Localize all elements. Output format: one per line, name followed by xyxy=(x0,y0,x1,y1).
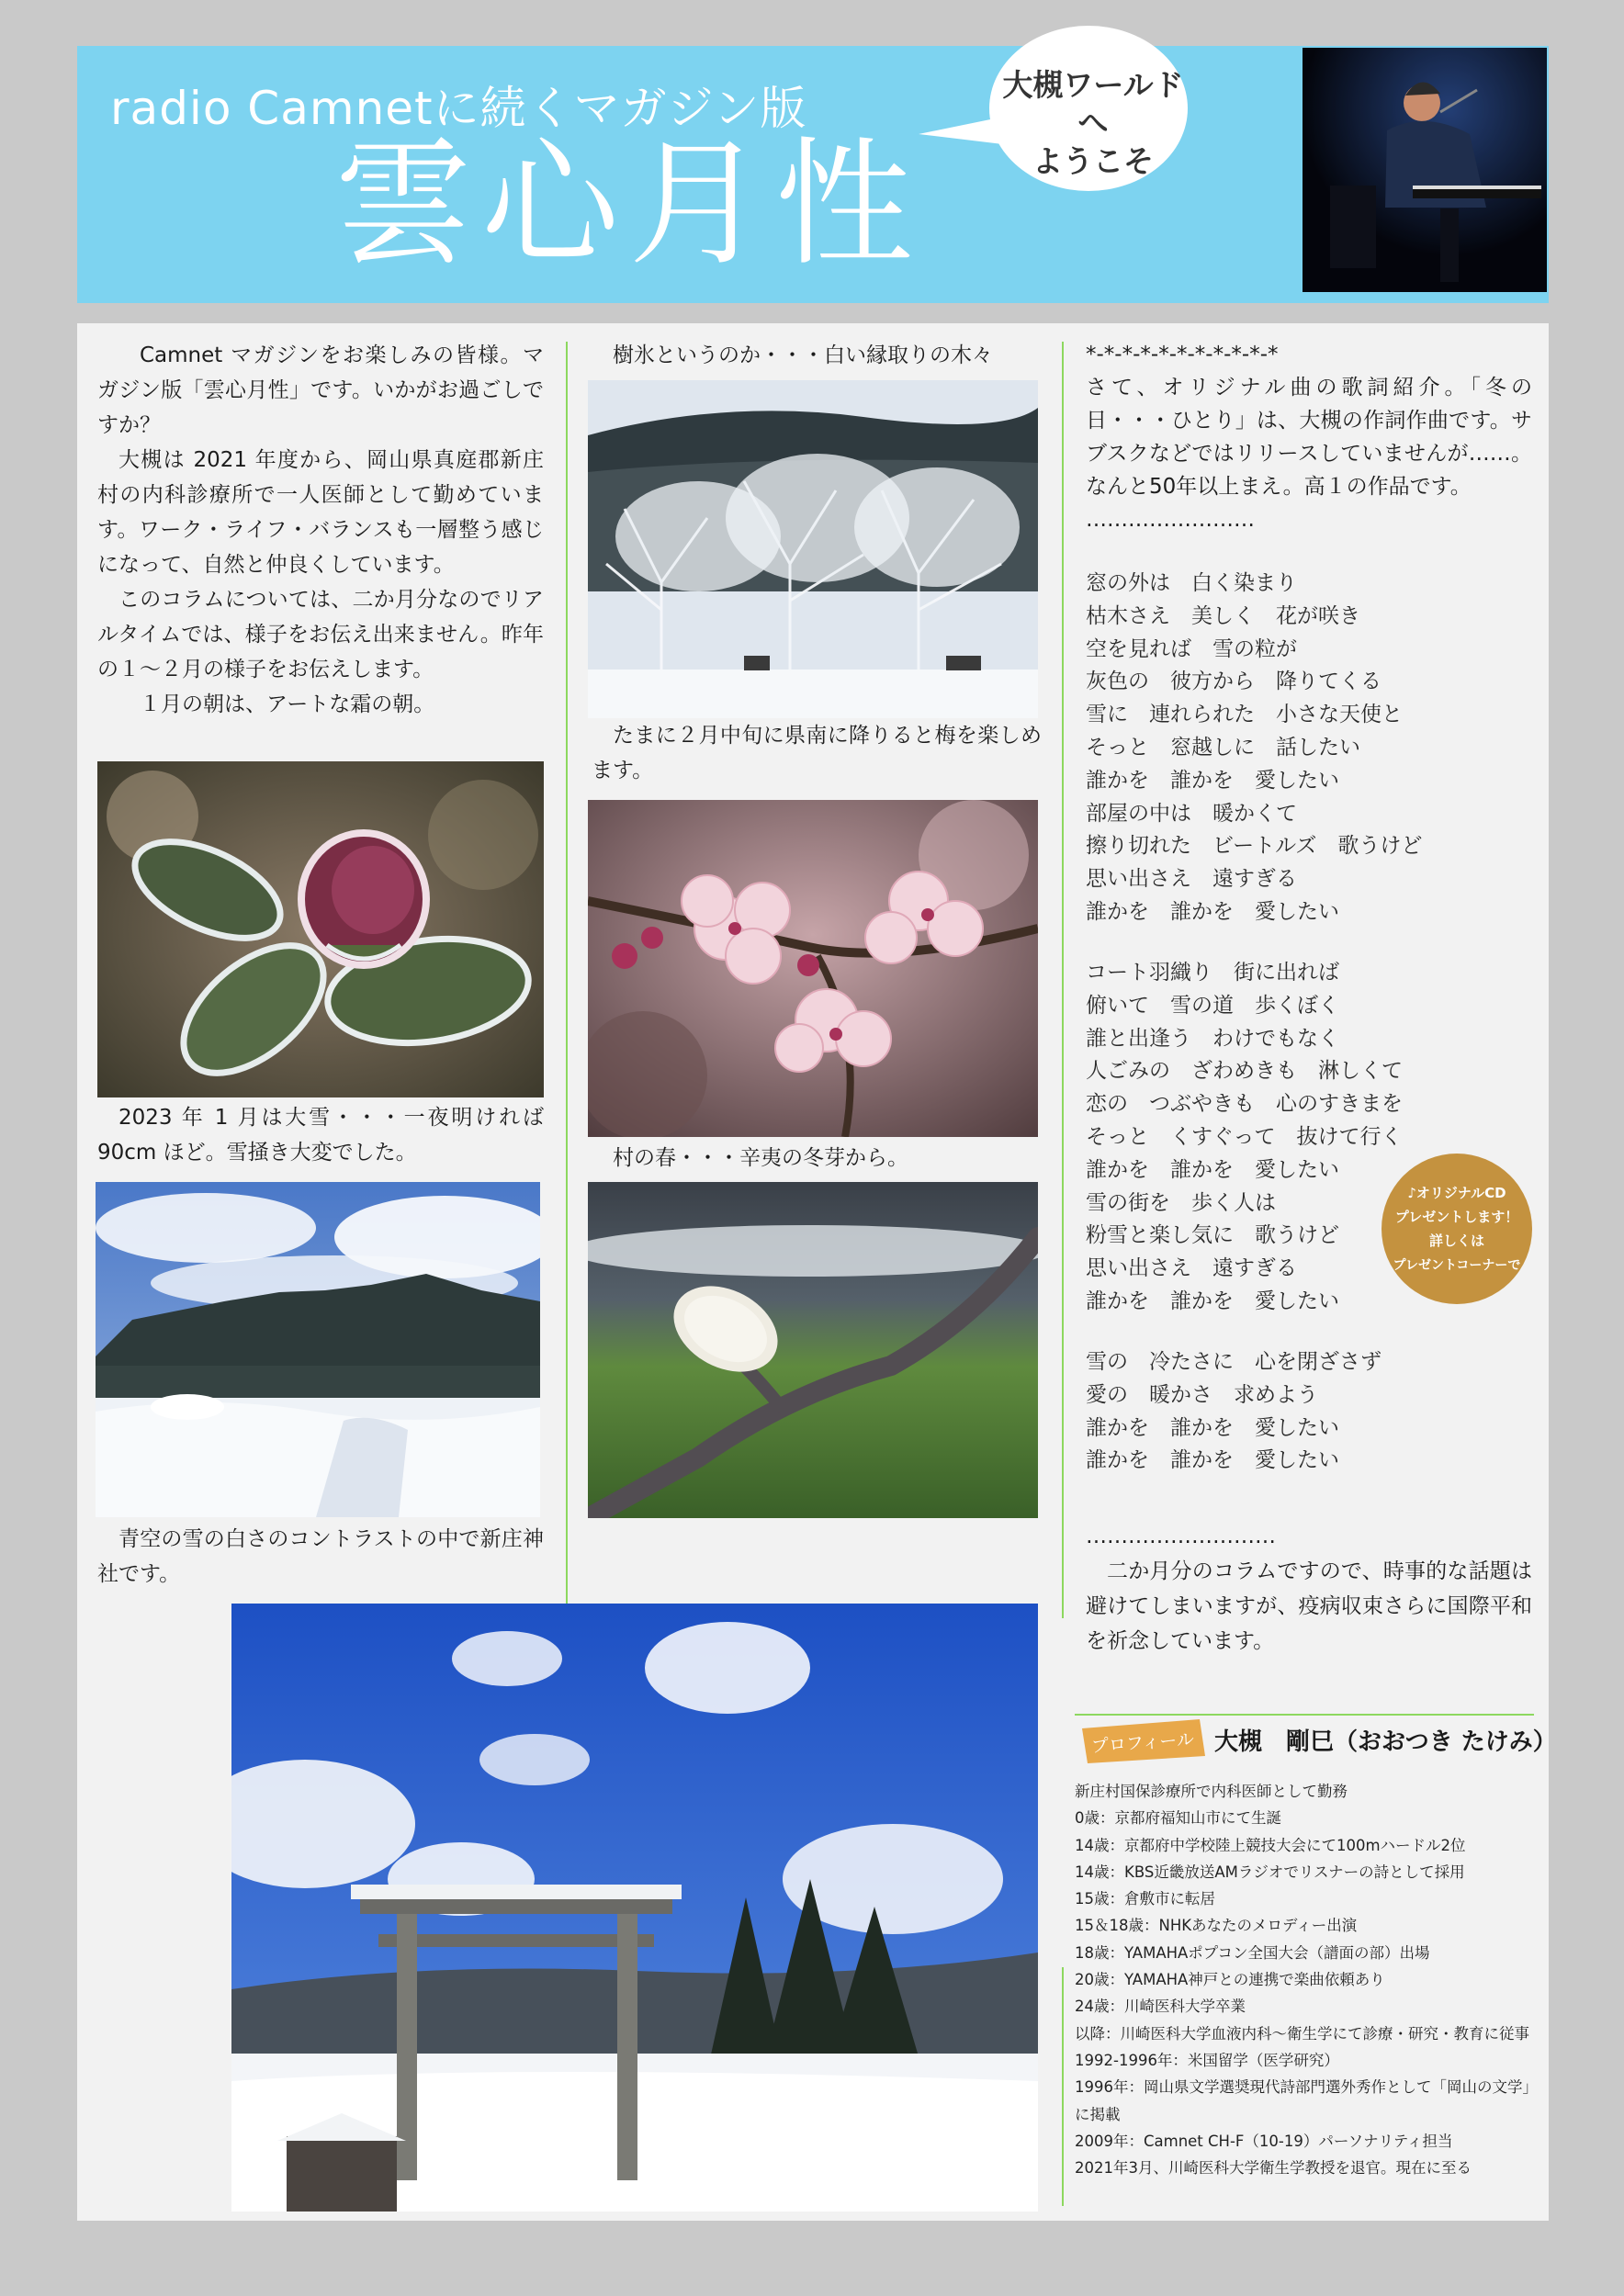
dots-divider-2: ……………………… xyxy=(1086,1525,1276,1548)
profile-item: 15＆18歳：NHKあなたのメロディー出演 xyxy=(1075,1917,1358,1935)
profile-item: 1996年：岡山県文学選奨現代詩部門選外秀作として「岡山の文学」に掲載 xyxy=(1075,2078,1530,2123)
caption-shrine-text xyxy=(97,1522,544,1592)
profile-item: 新庄村国保診療所で内科医師として勤務 xyxy=(1075,1783,1348,1800)
profile-tag xyxy=(1078,1717,1207,1765)
caption-rime: 樹氷というのか・・・白い縁取りの木々 xyxy=(613,343,993,367)
photo-rime-trees xyxy=(588,380,1038,718)
intro-text xyxy=(97,338,544,722)
column-divider-4 xyxy=(1062,1967,1064,2206)
badge-line-1: ♪オリジナルCD xyxy=(1407,1185,1506,1201)
intro-paragraph-3: このコラムについては、二か月分なのでリアルタイムでは、様子をお伝え出来ません。昨年の１～２月の様子をお伝えします。 xyxy=(97,588,544,681)
article-panel xyxy=(77,323,1557,2221)
photo-shrine-torii xyxy=(231,1604,1038,2212)
lyric-line: 雪の 冷たさに 心を閉ざさず xyxy=(1086,1350,1382,1374)
badge-line-2: プレゼントします！ xyxy=(1394,1209,1519,1225)
profile-item: 20歳：YAMAHA神戸との連携で楽曲依頼あり xyxy=(1075,1971,1385,1989)
badge-line-3: 詳しくは xyxy=(1428,1232,1485,1249)
closing-paragraph: 二か月分のコラムですので、時事的な話題は避けてしまいますが、疫病収束さらに国際平和を祈念しています。 xyxy=(1086,1559,1532,1653)
photo-frosted-camellia xyxy=(97,761,544,1097)
lyric-line: 人ごみの ざわめきも 淋しくて xyxy=(1086,1059,1403,1084)
lyric-line: 愛の 暖かさ 求めよう xyxy=(1086,1382,1318,1407)
lyric-line: 恋の つぶやきも 心のすきまを xyxy=(1086,1092,1403,1117)
lyric-line: 誰かを 誰かを 愛したい xyxy=(1086,899,1339,924)
lyric-line: 窓の外は 白く染まり xyxy=(1086,571,1297,595)
caption-plum-text xyxy=(592,718,1042,788)
caption-magnolia-text xyxy=(592,1141,1042,1176)
dots-divider-1: …………………… xyxy=(1086,508,1255,532)
caption-shrine: 青空の雪の白さのコントラストの中で新庄神社です。 xyxy=(97,1527,544,1586)
profile-item: 14歳：KBS近畿放送AMラジオでリスナーの詩として採用 xyxy=(1075,1863,1465,1881)
profile-item: 18歳：YAMAHAポプコン全国大会（譜面の部）出場 xyxy=(1075,1943,1430,1962)
speech-bubble-text: 大槻ワールドへ ようこそ xyxy=(1002,67,1184,179)
lyric-line: 粉雪と楽し気に 歌うけど xyxy=(1086,1223,1339,1248)
photo-heavy-snow-field xyxy=(96,1182,540,1517)
svg-text:プロフィール: プロフィール xyxy=(1090,1729,1195,1757)
lyric-line: 空を見れば 雪の粒が xyxy=(1086,636,1297,661)
magazine-subtitle: radio Camnetに続くマガジン版 xyxy=(110,82,807,135)
lyrics-intro-text xyxy=(1086,338,1532,536)
lyric-line: そっと くすぐって 抜けて行く xyxy=(1086,1124,1403,1149)
photo-plum-blossoms xyxy=(588,800,1038,1137)
lyrics-verse-3 xyxy=(1086,1346,1382,1478)
lyrics-verse-2 xyxy=(1086,957,1403,1319)
caption-plum: たまに２月中旬に県南に降りると梅を楽しめます。 xyxy=(592,724,1042,782)
photo-magnolia-bud xyxy=(588,1182,1038,1518)
profile-item: 15歳：倉敷市に転居 xyxy=(1075,1890,1215,1908)
lyric-line: 誰かを 誰かを 愛したい xyxy=(1086,1415,1339,1440)
profile-list xyxy=(1075,1778,1534,2181)
column-divider-2 xyxy=(1062,342,1064,1618)
badge-line-4: プレゼントコーナーで xyxy=(1393,1258,1521,1273)
lyric-line: 誰かを 誰かを 愛したい xyxy=(1086,1289,1339,1313)
profile-item: 14歳：京都府中学校陸上競技大会にて100mハードル2位 xyxy=(1075,1836,1466,1854)
lyric-line: 思い出さえ 遠すぎる xyxy=(1086,867,1297,892)
lyric-line: 雪に 連れられた 小さな天使と xyxy=(1086,703,1403,727)
lyric-line: 誰かを 誰かを 愛したい xyxy=(1086,1448,1339,1473)
profile-item: 0歳：京都府福知山市にて生誕 xyxy=(1075,1809,1281,1828)
cd-present-badge xyxy=(1380,1152,1534,1306)
closing-text xyxy=(1086,1519,1532,1659)
column-title: 雲心月性 xyxy=(334,125,923,285)
profile-item: 以降：川崎医科大学血液内科～衛生学にて診療・研究・教育に従事 xyxy=(1075,2024,1529,2043)
caption-rime-text xyxy=(592,338,1042,373)
caption-magnolia: 村の春・・・辛夷の冬芽から。 xyxy=(613,1146,908,1170)
lyric-line: 誰かを 誰かを 愛したい xyxy=(1086,768,1339,793)
lyric-line: そっと 窓越しに 話したい xyxy=(1086,735,1360,760)
lyric-line: 雪の街を 歩く人は xyxy=(1086,1190,1276,1215)
lyric-line: 誰と出逢う わけでもなく xyxy=(1086,1026,1339,1051)
lyrics-intro: さて、オリジナル曲の歌詞紹介。「冬の日・・・ひとり」は、大槻の作詞作曲です。サブスクなどではリリースしていませんが……。なんと50年以上まえ。高１の作品です。 xyxy=(1086,376,1532,499)
lyric-line: 擦り切れた ビートルズ 歌うけど xyxy=(1086,834,1423,859)
lyrics-verse-1 xyxy=(1086,568,1422,929)
lyric-line: 灰色の 彼方から 降りてくる xyxy=(1086,670,1382,694)
profile-name: 大槻 剛巳（おおつき たけみ） xyxy=(1214,1728,1557,1756)
lyric-line: コート羽織り 街に出れば xyxy=(1086,961,1339,985)
profile-rule xyxy=(1075,1714,1534,1716)
lyric-line: 枯木さえ 美しく 花が咲き xyxy=(1086,603,1360,628)
intro-paragraph-2: 大槻は 2021 年度から、岡山県真庭郡新庄村の内科診療所で一人医師として勤めています。ワーク・ライフ・バランスも一層整う感じになって、自然と仲良くしています。 xyxy=(97,448,544,577)
intro-paragraph-1: Camnet マガジンをお楽しみの皆様。マガジン版「雲心月性」です。いかがお過ごしですか？ xyxy=(97,343,544,437)
caption-frost: １月の朝は、アートな霜の朝。 xyxy=(140,692,435,716)
profile-item: 24歳：川崎医科大学卒業 xyxy=(1075,1998,1246,2016)
lyric-line: 誰かを 誰かを 愛したい xyxy=(1086,1157,1339,1182)
column-divider-1 xyxy=(566,342,568,1618)
stars-divider: *-*-*-*-*-*-*-*-*-*-* xyxy=(1086,343,1279,366)
lyric-line: 部屋の中は 暖かくて xyxy=(1086,801,1297,826)
caption-heavy-snow: 2023 年 1 月は大雪・・・一夜明ければ 90cm ほど。雪掻き大変でした。 xyxy=(97,1106,544,1165)
profile-item: 1992-1996年：米国留学（医学研究） xyxy=(1075,2051,1339,2069)
lyric-line: 俯いて 雪の道 歩くぼく xyxy=(1086,993,1339,1018)
lyric-line: 思い出さえ 遠すぎる xyxy=(1086,1256,1297,1281)
profile-item: 2009年：Camnet CH-F（10-19）パーソナリティ担当 xyxy=(1075,2132,1453,2150)
profile-item: 2021年3月、川崎医科大学衛生学教授を退官。現在に至る xyxy=(1075,2159,1472,2178)
caption-snow-text xyxy=(97,1100,544,1170)
author-photo xyxy=(1303,48,1547,292)
